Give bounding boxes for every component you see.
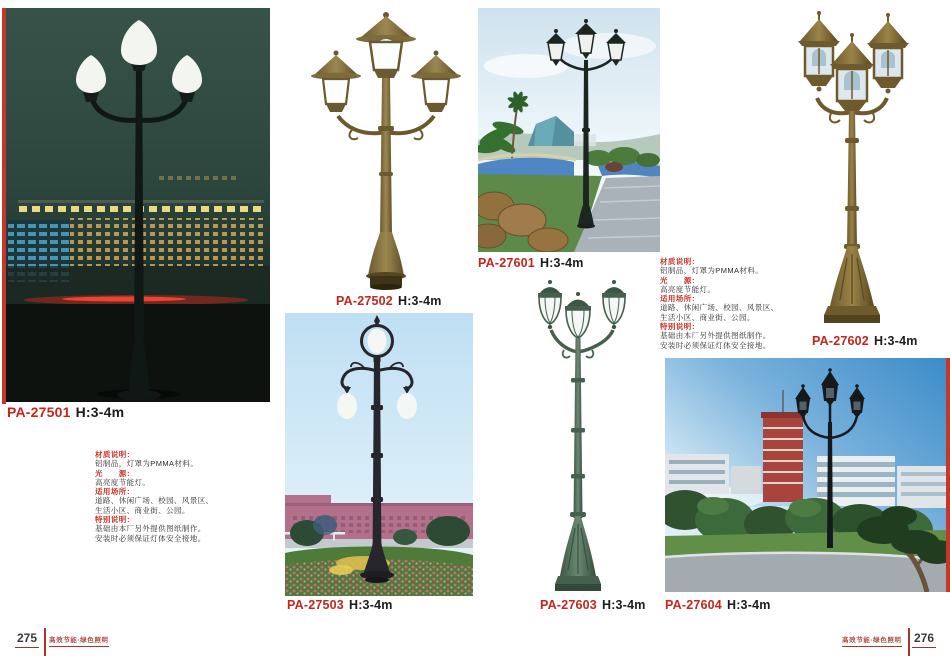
campus-street-scene-illustration	[665, 358, 946, 592]
product-code: PA-27602	[812, 334, 869, 348]
product-height: H:3-4m	[539, 256, 584, 270]
footer-divider-left	[44, 628, 46, 656]
plaza-flowerbed-scene-illustration	[285, 313, 473, 596]
page-number-left: 275	[15, 631, 39, 648]
product-photo-pa-27604	[665, 358, 946, 592]
spec-line: 光 源：	[95, 468, 135, 478]
product-code: PA-27501	[7, 404, 71, 420]
spec-line: 基础由本厂另外提供图纸制作。	[660, 331, 771, 341]
product-label-pa-27601	[478, 256, 584, 270]
night-street-scene-illustration	[6, 8, 270, 402]
product-label-pa-27602	[812, 334, 918, 348]
spec-line: 特别说明：	[660, 322, 700, 332]
park-pond-scene-illustration	[478, 8, 660, 252]
spec-line: 基础由本厂另外提供图纸制作。	[95, 524, 206, 534]
product-height: H:3-4m	[873, 334, 918, 348]
product-label-pa-27603	[540, 598, 646, 612]
product-photo-pa-27501	[6, 8, 270, 402]
product-photo-pa-27503	[285, 313, 473, 596]
product-height: H:3-4m	[601, 598, 646, 612]
spec-line: 光 源：	[660, 275, 700, 285]
spec-line: 高亮度节能灯。	[660, 284, 716, 294]
product-code: PA-27502	[336, 294, 393, 308]
spec-line: 高亮度节能灯。	[95, 477, 151, 487]
product-code: PA-27601	[478, 256, 535, 270]
product-image-pa-27502	[300, 8, 472, 290]
product-photo-pa-27601	[478, 8, 660, 252]
spec-line: 适用场所：	[95, 487, 135, 497]
spec-line: 特别说明：	[95, 515, 135, 525]
spec-line: 材质说明：	[660, 257, 700, 266]
product-height: H:3-4m	[397, 294, 442, 308]
spec-line: 生活小区、商业街、公园。	[660, 312, 755, 322]
product-label-pa-27604	[665, 598, 771, 612]
spec-line: 铝制品，灯罩为PMMA材料。	[95, 459, 199, 469]
product-code: PA-27604	[665, 598, 722, 612]
product-label-pa-27501	[7, 404, 124, 420]
spec-line: 铝制品，灯罩为PMMA材料。	[660, 266, 764, 276]
verdigris-glass-lantern-lamp-illustration	[530, 278, 634, 595]
product-image-pa-27603	[530, 278, 634, 595]
product-label-pa-27502	[336, 294, 442, 308]
product-code: PA-27603	[540, 598, 597, 612]
spec-block-left	[95, 450, 214, 543]
page-number-right: 276	[912, 631, 936, 648]
product-height: H:3-4m	[348, 598, 393, 612]
product-code: PA-27503	[287, 598, 344, 612]
bronze-box-lantern-lamp-illustration	[788, 8, 946, 330]
spec-line: 生活小区、商业街、公园。	[95, 505, 190, 515]
right-edge-accent-bar	[946, 358, 950, 592]
footer-divider-right	[908, 628, 910, 656]
bronze-three-lantern-lamp-illustration	[300, 8, 472, 290]
product-image-pa-27602	[788, 8, 946, 330]
spec-block-right	[660, 257, 779, 350]
spec-line: 安装时必须保证灯体安全接地。	[660, 340, 771, 350]
spec-line: 材质说明：	[95, 450, 135, 459]
product-label-pa-27503	[287, 598, 393, 612]
footer-slogan-right: 高效节能·绿色照明	[842, 635, 902, 647]
spec-line: 安装时必须保证灯体安全接地。	[95, 533, 206, 543]
spec-line: 道路、休闲广场、校园、风景区、	[95, 496, 214, 506]
product-height: H:3-4m	[75, 404, 125, 420]
spec-line: 适用场所：	[660, 294, 700, 304]
product-height: H:3-4m	[726, 598, 771, 612]
spec-line: 道路、休闲广场、校园、风景区、	[660, 303, 779, 313]
footer-slogan-left: 高效节能·绿色照明	[49, 635, 109, 647]
